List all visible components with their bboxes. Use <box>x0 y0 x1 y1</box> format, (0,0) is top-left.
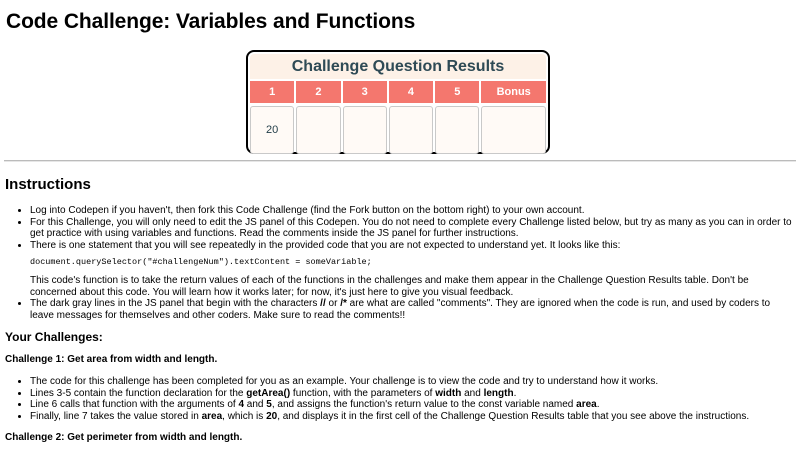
results-header-2: 2 <box>296 81 340 103</box>
c1i2-width: width <box>435 387 462 399</box>
section-divider <box>4 160 796 162</box>
c1i2-c: function, with the parameters of <box>290 387 436 399</box>
c1i4-e: , and displays it in the first cell of the Challenge Question Results table that you see above the instructions. <box>277 410 750 422</box>
results-panel <box>246 50 550 154</box>
challenge-1-item-2 <box>30 388 795 400</box>
challenge-1-item-3 <box>30 399 795 411</box>
c1i2-a: Lines 3-5 contain the function declaration for the <box>30 387 247 399</box>
challenge-1-item-1: • The code for this challenge has been completed for you as an example. Your challenge is to view the code and try to understand how it works. <box>30 376 795 388</box>
instruction-comments <box>30 298 795 321</box>
comments-text-or: or <box>325 298 341 309</box>
instruction-fork: • Log into Codepen if you haven't, then fork this Code Challenge (find the Fork button on the bottom right) to your own account. <box>30 205 795 217</box>
instruction-statement-text: There is one statement that you will see repeatedly in the provided code that you are not expected to understand yet. It looks like this: <box>30 239 621 251</box>
c1i3-4: 4 <box>238 399 245 410</box>
results-header-bonus: Bonus <box>481 81 546 103</box>
comments-text-b: are what are called "comments". They are ignored when the code is run, and used by coders to leave messages for themselves and other coders. Make sure to read the comments!! <box>30 298 771 321</box>
challenge-2-title: Challenge 2: Get perimeter from width and length. <box>5 432 243 443</box>
c1i4-a: Finally, line 7 takes the value stored in <box>30 410 202 422</box>
comments-marker-block: /* <box>340 298 347 309</box>
c1i3-c: and <box>244 399 267 410</box>
code-snippet: document.querySelector("#challengeNum").textContent = someVariable; <box>30 257 372 267</box>
your-challenges-heading: Your Challenges: <box>5 330 103 344</box>
challenge-1-item-4 <box>30 411 795 423</box>
c1i3-a: Line 6 calls that function with the arguments of <box>30 399 239 410</box>
results-column-1 <box>250 81 294 154</box>
page-title: Code Challenge: Variables and Functions <box>6 10 416 33</box>
c1i3-e: , and assigns the function's return value to the const variable named <box>271 399 577 410</box>
results-title: Challenge Question Results <box>250 54 546 79</box>
c1i4-20: 20 <box>266 410 278 422</box>
results-header-3: 3 <box>343 81 387 103</box>
results-header-1: 1 <box>250 81 294 103</box>
c1i2-g: . <box>513 387 517 399</box>
c1i2-e: and <box>461 387 484 399</box>
results-column-5 <box>435 81 479 154</box>
c1i2-length: length <box>483 387 514 399</box>
results-header-5: 5 <box>435 81 479 103</box>
instructions-list <box>5 205 795 321</box>
results-cell-3 <box>343 106 387 154</box>
results-cell-5 <box>435 106 479 154</box>
results-cell-1: 20 <box>250 106 294 154</box>
results-cell-bonus <box>481 106 546 154</box>
code-explanation: This code's function is to take the return values of each of the functions in the challenges and make them appear in the Challenge Question Results table. Don't be concerned about this code. You will learn how it works later; for now, it's just here to give you visual feedback. <box>30 275 749 298</box>
results-column-3 <box>343 81 387 154</box>
c1i4-area: area <box>201 410 223 422</box>
comments-marker-line: // <box>320 298 326 309</box>
c1i3-area: area <box>576 399 597 410</box>
c1i4-c: , which is <box>222 410 267 422</box>
c1i3-g: . <box>596 399 600 410</box>
results-cell-2 <box>296 106 340 154</box>
instruction-statement <box>30 240 795 299</box>
results-cell-4 <box>389 106 433 154</box>
c1i2-getarea: getArea() <box>246 387 291 399</box>
c1i3-5: 5 <box>266 399 272 410</box>
results-column-2 <box>296 81 340 154</box>
results-header-4: 4 <box>389 81 433 103</box>
comments-text-a: The dark gray lines in the JS panel that begin with the characters <box>30 298 321 309</box>
challenge-1-list <box>5 376 795 422</box>
instruction-js-panel: • For this Challenge, you will only need to edit the JS panel of this Codepen. You do not need to complete every Challenge listed below, but try as many as you can in order to get practice with using variables and functions. Read the comments inside the JS panel for further instructions. <box>30 217 795 240</box>
results-column-4 <box>389 81 433 154</box>
instructions-heading: Instructions <box>5 176 91 193</box>
results-grid <box>250 81 546 154</box>
instructions-content <box>5 205 795 450</box>
challenge-1-title: Challenge 1: Get area from width and length. <box>5 353 218 365</box>
results-column-bonus <box>481 81 546 154</box>
